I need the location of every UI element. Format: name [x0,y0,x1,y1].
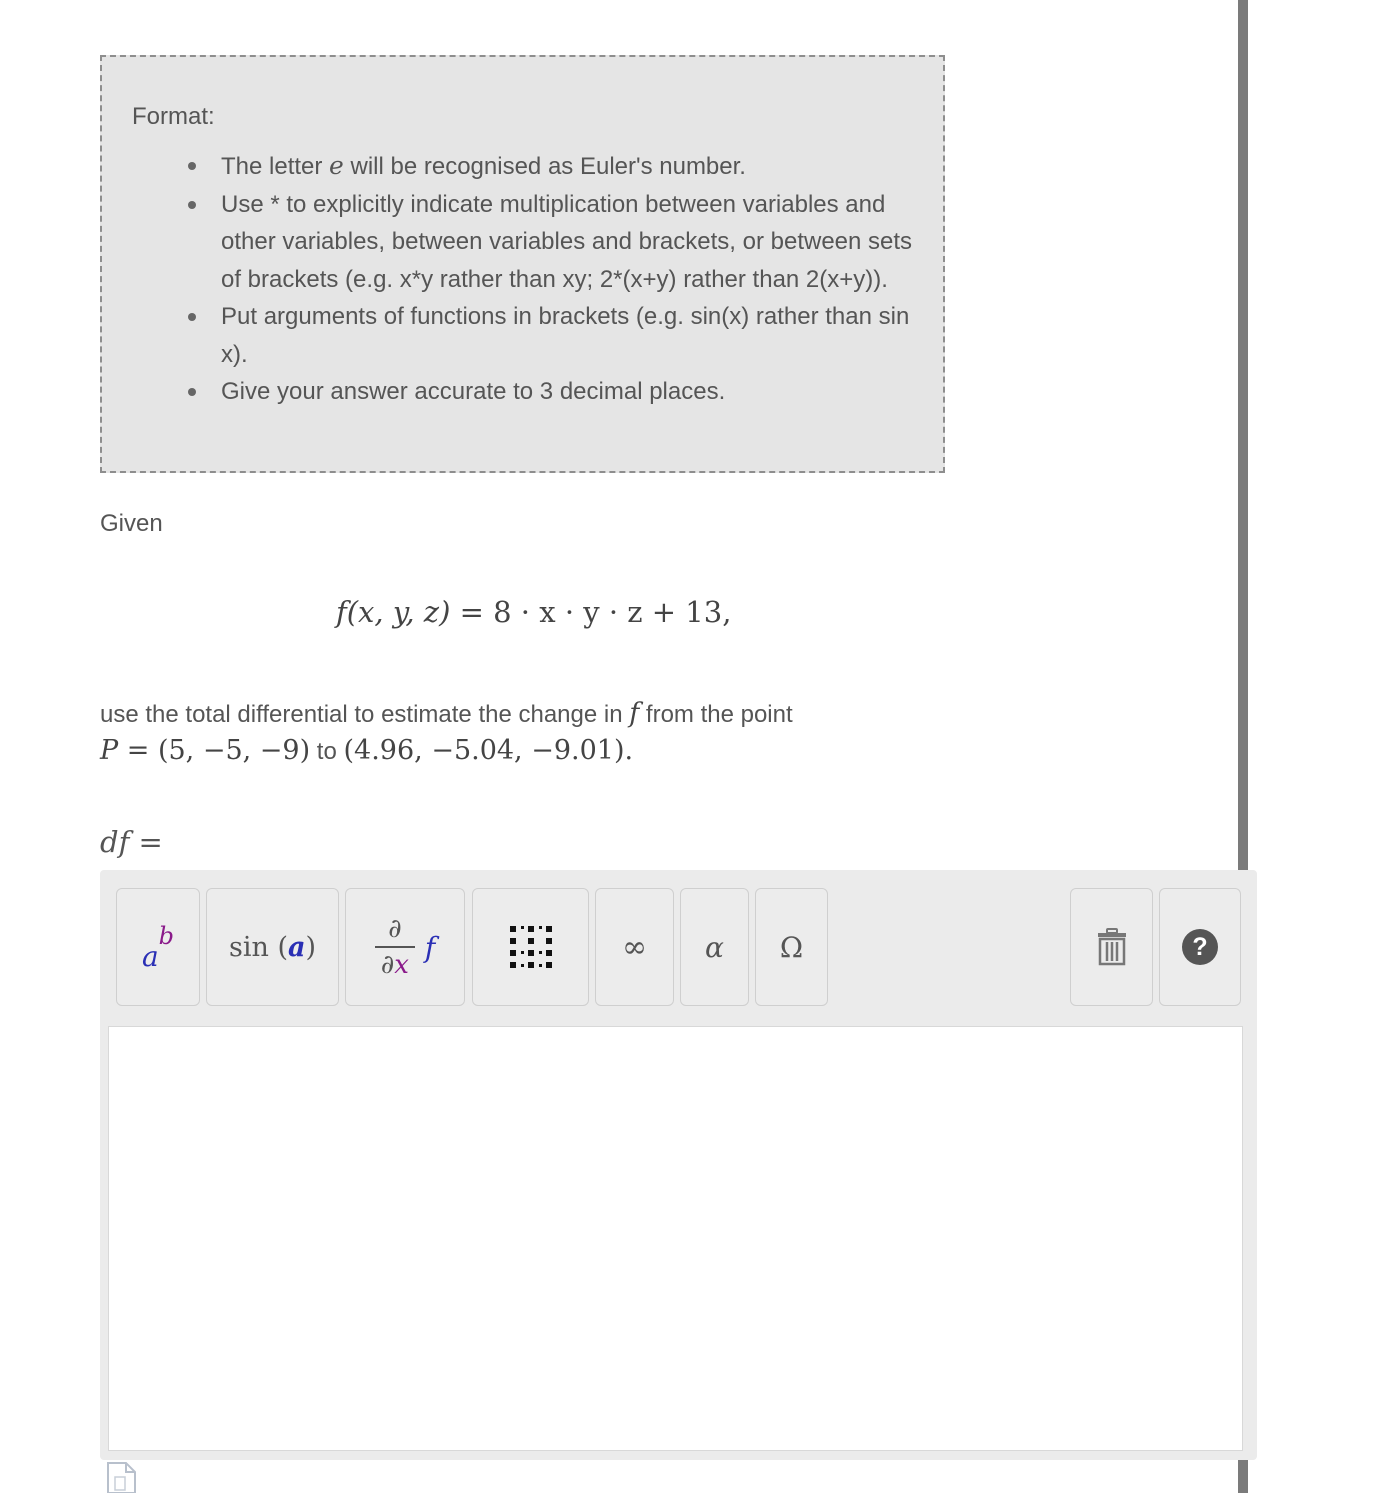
format-title: Format: [132,103,215,130]
svg-text:?: ? [1192,933,1208,961]
format-item-multiplication: Use * to explicitly indicate multiplication between variables and other variables, between variables and brackets, or between sets of brackets (e.g. x*y rather than xy; 2*(x+y) rather than 2(x+y)). [132,186,932,299]
equation-args: (x, y, z) [346,595,451,629]
format-item-euler: The letter e will be recognised as Euler's number. [132,147,932,186]
matrix-button[interactable] [472,888,589,1006]
trig-function-button[interactable]: sin ( a ) [206,888,339,1006]
math-editor [100,870,1257,1460]
derivative-fraction: $\frac{\partial}{\partial x}$ [375,914,415,980]
symbols-button[interactable]: Ω [755,888,828,1006]
matrix-icon [508,924,554,970]
help-button[interactable] [1159,888,1241,1006]
function-equation [336,595,731,629]
power-button[interactable]: a b [116,888,200,1006]
equation-rhs: = 8 · x · y · z + 13, [459,595,732,629]
trash-icon [1096,928,1128,966]
answer-label: df = [100,825,163,859]
document-icon [107,1462,137,1493]
greek-letter-button[interactable]: α [680,888,749,1006]
format-item-accuracy: Give your answer accurate to 3 decimal places. [132,373,932,411]
format-list [132,147,932,411]
format-instructions-box [100,55,945,473]
math-input-area[interactable] [108,1026,1243,1451]
format-item-brackets: Put arguments of functions in brackets (e.g. sin(x) rather than sin x). [132,298,932,373]
infinity-button[interactable]: ∞ [595,888,674,1006]
help-icon [1181,928,1219,966]
derivative-button[interactable]: $\frac{\partial}{\partial x}$ f [345,888,465,1006]
instruction-text: use the total differential to estimate the change in f from the point P = (5, −5, −9) to (4.96, −5.04, −9.01). [100,698,793,766]
equation-function-name: f [336,595,347,629]
given-label: Given [100,510,163,537]
clear-button[interactable] [1070,888,1153,1006]
